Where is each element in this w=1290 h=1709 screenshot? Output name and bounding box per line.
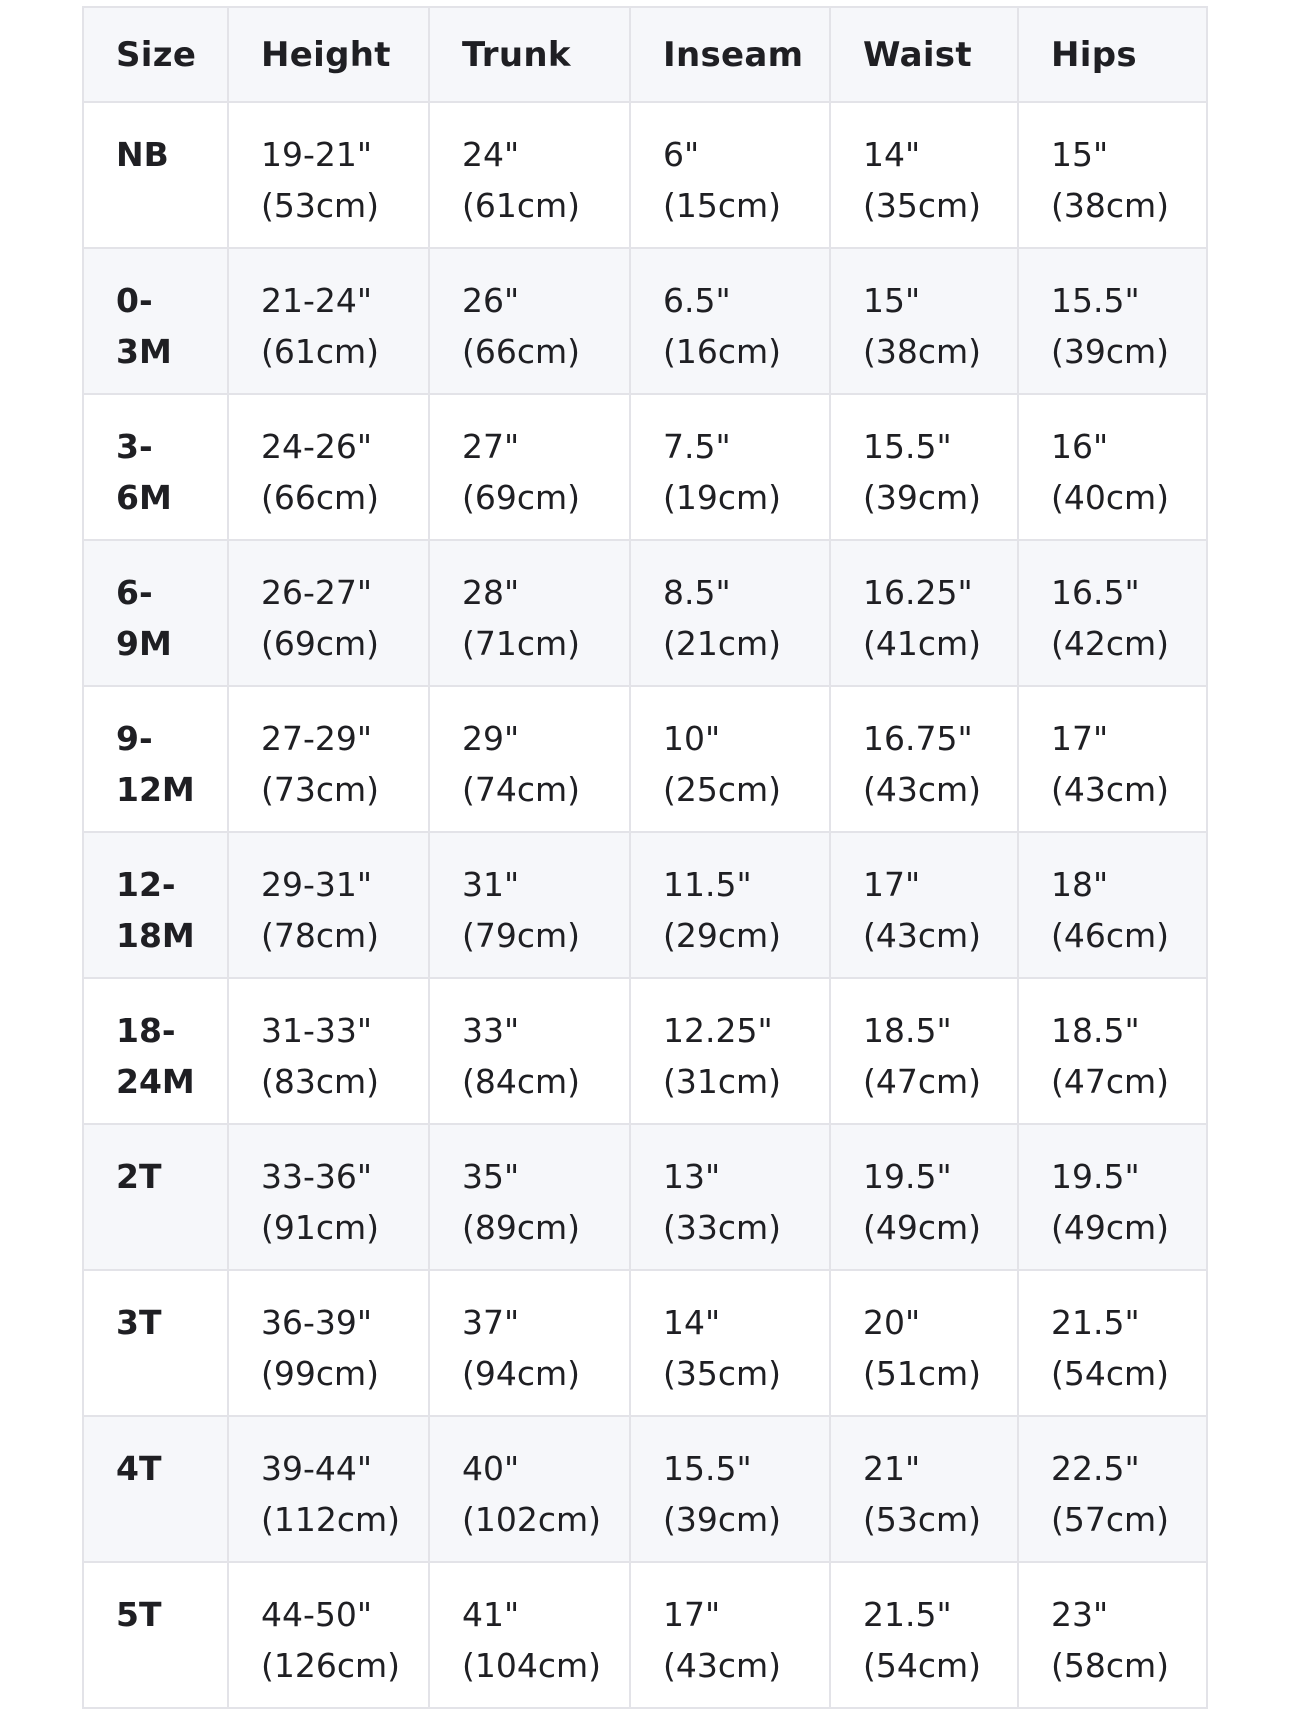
inseam-cell-line: (15cm) [663, 186, 782, 225]
waist-cell-line: (47cm) [863, 1062, 982, 1101]
hips-cell [1018, 1124, 1207, 1270]
height-cell [228, 1562, 429, 1708]
hips-cell-line: 19.5" [1051, 1157, 1140, 1196]
inseam-cell-line: 17" [663, 1595, 721, 1634]
height-cell-line: (53cm) [261, 186, 380, 225]
size-cell-line: 6- [116, 573, 153, 612]
trunk-cell-line: (69cm) [462, 478, 581, 517]
trunk-cell-line: (79cm) [462, 916, 581, 955]
trunk-cell [429, 1562, 630, 1708]
header-inseam: Inseam [630, 7, 830, 102]
hips-cell-line: 23" [1051, 1595, 1109, 1634]
size-cell [83, 832, 228, 978]
inseam-cell-line: 12.25" [663, 1011, 773, 1050]
size-cell-line: 5T [116, 1595, 162, 1634]
trunk-cell-line: 24" [462, 135, 520, 174]
inseam-cell-line: (31cm) [663, 1062, 782, 1101]
size-cell [83, 540, 228, 686]
height-cell-line: 31-33" [261, 1011, 373, 1050]
inseam-cell-line: (25cm) [663, 770, 782, 809]
waist-cell-line: 21.5" [863, 1595, 952, 1634]
height-cell [228, 832, 429, 978]
trunk-cell-line: (71cm) [462, 624, 581, 663]
trunk-cell-line: (66cm) [462, 332, 581, 371]
waist-cell-line: (43cm) [863, 770, 982, 809]
table-row [83, 686, 1207, 832]
waist-cell-line: (49cm) [863, 1208, 982, 1247]
size-cell-line: 9- [116, 719, 153, 758]
waist-cell-line: 17" [863, 865, 921, 904]
hips-cell-line: (47cm) [1051, 1062, 1170, 1101]
trunk-cell [429, 832, 630, 978]
size-cell [83, 102, 228, 248]
waist-cell-line: (39cm) [863, 478, 982, 517]
table-header-row [83, 7, 1207, 102]
hips-cell-line: 15.5" [1051, 281, 1140, 320]
hips-cell-line: (46cm) [1051, 916, 1170, 955]
inseam-cell-line: 13" [663, 1157, 721, 1196]
height-cell-line: (61cm) [261, 332, 380, 371]
height-cell [228, 102, 429, 248]
height-cell-line: 27-29" [261, 719, 373, 758]
height-cell-line: 26-27" [261, 573, 373, 612]
inseam-cell-line: (43cm) [663, 1646, 782, 1685]
height-cell-line: (83cm) [261, 1062, 380, 1101]
table-row [83, 1562, 1207, 1708]
hips-cell-line: (49cm) [1051, 1208, 1170, 1247]
waist-cell-line: 14" [863, 135, 921, 174]
size-cell-line: 6M [116, 478, 172, 517]
inseam-cell [630, 1562, 830, 1708]
trunk-cell [429, 978, 630, 1124]
waist-cell-line: 18.5" [863, 1011, 952, 1050]
hips-cell-line: 18" [1051, 865, 1109, 904]
hips-cell-line: 21.5" [1051, 1303, 1140, 1342]
hips-cell-line: (42cm) [1051, 624, 1170, 663]
hips-cell [1018, 1416, 1207, 1562]
trunk-cell [429, 1270, 630, 1416]
waist-cell [830, 1562, 1018, 1708]
height-cell [228, 540, 429, 686]
table-row [83, 1270, 1207, 1416]
trunk-cell-line: (61cm) [462, 186, 581, 225]
waist-cell-line: (35cm) [863, 186, 982, 225]
height-cell-line: 44-50" [261, 1595, 373, 1634]
hips-cell [1018, 102, 1207, 248]
height-cell [228, 686, 429, 832]
trunk-cell [429, 540, 630, 686]
inseam-cell-line: 15.5" [663, 1449, 752, 1488]
inseam-cell-line: 7.5" [663, 427, 731, 466]
waist-cell-line: 20" [863, 1303, 921, 1342]
inseam-cell [630, 686, 830, 832]
waist-cell [830, 394, 1018, 540]
waist-cell-line: (54cm) [863, 1646, 982, 1685]
waist-cell-line: 16.25" [863, 573, 973, 612]
trunk-cell-line: 33" [462, 1011, 520, 1050]
height-cell [228, 394, 429, 540]
size-cell-line: 4T [116, 1449, 162, 1488]
inseam-cell [630, 248, 830, 394]
trunk-cell [429, 394, 630, 540]
trunk-cell-line: 26" [462, 281, 520, 320]
table-row [83, 394, 1207, 540]
hips-cell [1018, 540, 1207, 686]
trunk-cell-line: (84cm) [462, 1062, 581, 1101]
size-cell-line: 12- [116, 865, 176, 904]
header-size: Size [83, 7, 228, 102]
header-hips: Hips [1018, 7, 1207, 102]
hips-cell-line: (54cm) [1051, 1354, 1170, 1393]
hips-cell-line: (40cm) [1051, 478, 1170, 517]
inseam-cell-line: 6.5" [663, 281, 731, 320]
height-cell-line: 36-39" [261, 1303, 373, 1342]
size-chart-table [82, 6, 1208, 1709]
waist-cell-line: 15.5" [863, 427, 952, 466]
hips-cell [1018, 1562, 1207, 1708]
table-row [83, 832, 1207, 978]
hips-cell [1018, 1270, 1207, 1416]
hips-cell [1018, 686, 1207, 832]
size-cell [83, 1270, 228, 1416]
hips-cell-line: 22.5" [1051, 1449, 1140, 1488]
size-cell [83, 1124, 228, 1270]
trunk-cell [429, 102, 630, 248]
height-cell-line: 39-44" [261, 1449, 373, 1488]
inseam-cell [630, 102, 830, 248]
hips-cell-line: (58cm) [1051, 1646, 1170, 1685]
waist-cell-line: (51cm) [863, 1354, 982, 1393]
table-row [83, 248, 1207, 394]
height-cell [228, 1270, 429, 1416]
trunk-cell [429, 1416, 630, 1562]
waist-cell [830, 1270, 1018, 1416]
trunk-cell-line: 31" [462, 865, 520, 904]
height-cell-line: (78cm) [261, 916, 380, 955]
waist-cell [830, 248, 1018, 394]
hips-cell [1018, 832, 1207, 978]
size-cell-line: 18- [116, 1011, 176, 1050]
inseam-cell-line: 6" [663, 135, 700, 174]
size-cell [83, 1416, 228, 1562]
height-cell-line: (66cm) [261, 478, 380, 517]
inseam-cell-line: 10" [663, 719, 721, 758]
size-cell-line: 9M [116, 624, 172, 663]
inseam-cell-line: 14" [663, 1303, 721, 1342]
header-trunk: Trunk [429, 7, 630, 102]
waist-cell-line: (41cm) [863, 624, 982, 663]
hips-cell-line: (57cm) [1051, 1500, 1170, 1539]
inseam-cell [630, 832, 830, 978]
hips-cell-line: (43cm) [1051, 770, 1170, 809]
waist-cell [830, 1416, 1018, 1562]
hips-cell-line: 16.5" [1051, 573, 1140, 612]
table-row [83, 102, 1207, 248]
hips-cell-line: (39cm) [1051, 332, 1170, 371]
trunk-cell-line: 37" [462, 1303, 520, 1342]
waist-cell [830, 540, 1018, 686]
waist-cell [830, 832, 1018, 978]
trunk-cell-line: (94cm) [462, 1354, 581, 1393]
table-body [83, 102, 1207, 1708]
table-row [83, 978, 1207, 1124]
size-cell [83, 978, 228, 1124]
height-cell [228, 978, 429, 1124]
height-cell-line: (91cm) [261, 1208, 380, 1247]
trunk-cell-line: 27" [462, 427, 520, 466]
trunk-cell-line: (104cm) [462, 1646, 602, 1685]
inseam-cell-line: (29cm) [663, 916, 782, 955]
table-row [83, 1416, 1207, 1562]
hips-cell [1018, 248, 1207, 394]
inseam-cell-line: 8.5" [663, 573, 731, 612]
height-cell-line: (69cm) [261, 624, 380, 663]
hips-cell [1018, 978, 1207, 1124]
size-cell [83, 394, 228, 540]
waist-cell-line: 21" [863, 1449, 921, 1488]
waist-cell-line: 15" [863, 281, 921, 320]
hips-cell-line: 16" [1051, 427, 1109, 466]
inseam-cell-line: 11.5" [663, 865, 752, 904]
size-cell-line: 12M [116, 770, 195, 809]
size-cell-line: 3T [116, 1303, 162, 1342]
inseam-cell [630, 1416, 830, 1562]
waist-cell-line: (38cm) [863, 332, 982, 371]
trunk-cell-line: 29" [462, 719, 520, 758]
size-cell [83, 1562, 228, 1708]
inseam-cell-line: (33cm) [663, 1208, 782, 1247]
size-cell [83, 248, 228, 394]
size-cell-line: 24M [116, 1062, 195, 1101]
inseam-cell [630, 394, 830, 540]
size-cell-line: 0- [116, 281, 153, 320]
inseam-cell-line: (19cm) [663, 478, 782, 517]
inseam-cell-line: (16cm) [663, 332, 782, 371]
trunk-cell-line: (74cm) [462, 770, 581, 809]
height-cell-line: 24-26" [261, 427, 373, 466]
waist-cell [830, 1124, 1018, 1270]
trunk-cell-line: (102cm) [462, 1500, 602, 1539]
table-row [83, 1124, 1207, 1270]
trunk-cell [429, 248, 630, 394]
size-cell-line: 2T [116, 1157, 162, 1196]
header-height: Height [228, 7, 429, 102]
trunk-cell [429, 1124, 630, 1270]
height-cell-line: (126cm) [261, 1646, 401, 1685]
hips-cell [1018, 394, 1207, 540]
waist-cell [830, 978, 1018, 1124]
waist-cell-line: 16.75" [863, 719, 973, 758]
inseam-cell [630, 978, 830, 1124]
waist-cell-line: (53cm) [863, 1500, 982, 1539]
height-cell [228, 1416, 429, 1562]
height-cell-line: 29-31" [261, 865, 373, 904]
waist-cell-line: (43cm) [863, 916, 982, 955]
size-cell-line: 3M [116, 332, 172, 371]
trunk-cell-line: (89cm) [462, 1208, 581, 1247]
inseam-cell-line: (39cm) [663, 1500, 782, 1539]
height-cell-line: 19-21" [261, 135, 373, 174]
trunk-cell [429, 686, 630, 832]
waist-cell [830, 686, 1018, 832]
hips-cell-line: 15" [1051, 135, 1109, 174]
inseam-cell-line: (21cm) [663, 624, 782, 663]
height-cell-line: (112cm) [261, 1500, 401, 1539]
inseam-cell [630, 1124, 830, 1270]
waist-cell [830, 102, 1018, 248]
size-cell-line: 18M [116, 916, 195, 955]
hips-cell-line: 17" [1051, 719, 1109, 758]
height-cell-line: 33-36" [261, 1157, 373, 1196]
height-cell-line: 21-24" [261, 281, 373, 320]
trunk-cell-line: 41" [462, 1595, 520, 1634]
waist-cell-line: 19.5" [863, 1157, 952, 1196]
height-cell-line: (73cm) [261, 770, 380, 809]
trunk-cell-line: 35" [462, 1157, 520, 1196]
height-cell [228, 1124, 429, 1270]
hips-cell-line: 18.5" [1051, 1011, 1140, 1050]
height-cell [228, 248, 429, 394]
inseam-cell [630, 540, 830, 686]
table-row [83, 540, 1207, 686]
inseam-cell-line: (35cm) [663, 1354, 782, 1393]
size-cell-line: NB [116, 135, 169, 174]
trunk-cell-line: 28" [462, 573, 520, 612]
hips-cell-line: (38cm) [1051, 186, 1170, 225]
trunk-cell-line: 40" [462, 1449, 520, 1488]
height-cell-line: (99cm) [261, 1354, 380, 1393]
size-cell-line: 3- [116, 427, 153, 466]
header-waist: Waist [830, 7, 1018, 102]
size-cell [83, 686, 228, 832]
inseam-cell [630, 1270, 830, 1416]
